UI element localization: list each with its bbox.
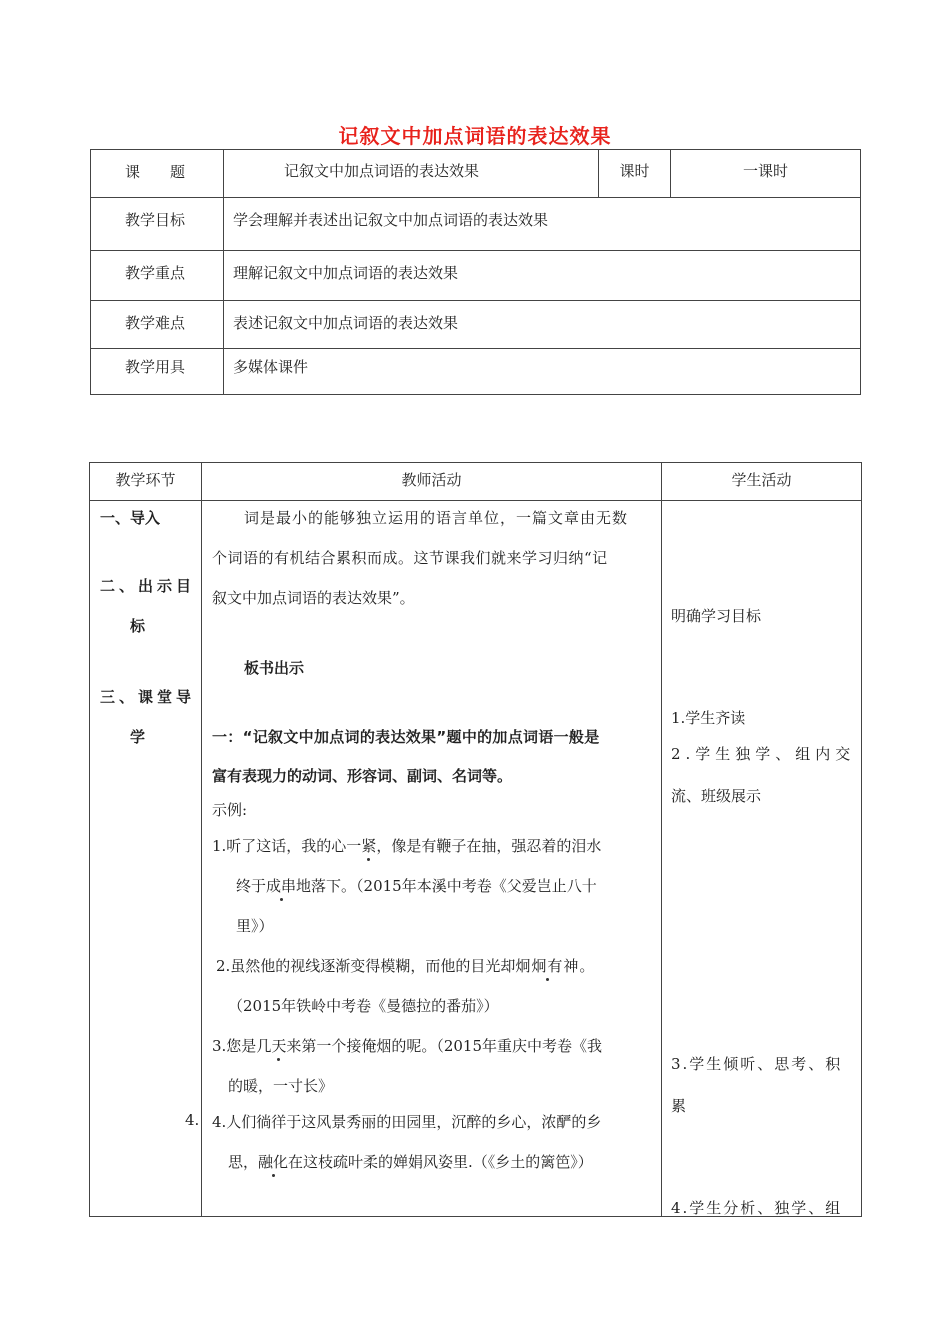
difficulty-value: 表述记叙文中加点词语的表达效果 [224,301,861,349]
header-teacher: 教师活动 [202,463,662,501]
example-2-line-2: （2015年铁岭中考卷《曼德拉的番茄》） [228,997,499,1015]
ex4-emphasis: 融化 [258,1153,289,1171]
topic-value: 记叙文中加点词语的表达效果 [224,150,599,198]
stage-objective-cont: 标 [130,617,146,635]
student-activity-4-cont: 累 [671,1097,687,1115]
ex2-emphasis: 炯炯有神 [515,957,580,975]
page-title: 记叙文中加点词语的表达效果 [338,124,612,148]
intro-line-2: 个词语的有机结合累积而成。这节课我们就来学习归纳“记 [212,549,608,567]
board-heading: 板书出示 [244,659,305,677]
hours-label: 课时 [599,150,671,198]
stage-number-4: 4. [185,1111,200,1129]
example-4-line-1: 4.人们徜徉于这风景秀丽的田园里，沉醉的乡心，浓酽的乡 [212,1113,602,1131]
lesson-info-table [90,149,861,395]
topic-label: 课 题 [91,150,224,198]
ex4-text-a: 思， [228,1153,259,1171]
tools-label: 教学用具 [91,349,224,395]
student-activity-3-cont: 流、班级展示 [671,787,762,805]
goal-value: 学会理解并表述出记叙文中加点词语的表达效果 [224,198,861,251]
info-row-goal [91,198,861,251]
example-3-line-1 [212,1035,602,1056]
lesson-plan-table [89,462,862,1217]
info-row-topic [91,150,861,198]
example-1-line-2 [236,875,597,896]
teacher-column [202,501,662,1217]
plan-body-row [90,501,862,1217]
tools-value: 多媒体课件 [224,349,861,395]
ex2-text-a: 2.虽然他的视线逐渐变得模糊，而他的目光却 [216,957,516,975]
plan-header-row [90,463,862,501]
difficulty-label: 教学难点 [91,301,224,349]
hours-value: 一课时 [671,150,861,198]
info-row-difficulty [91,301,861,349]
stage-intro: 一、导入 [100,509,161,527]
point-one-line-1: 一：“记叙文中加点词的表达效果”题中的加点词语一般是 [212,728,600,746]
student-activity-5: 4.学生分析、独学、组 [671,1199,843,1217]
ex1-l2-emphasis: 成串 [266,877,297,895]
example-1-line-3: 里》） [236,917,274,935]
student-activity-4: 3.学生倾听、思考、积 [671,1055,843,1073]
example-label: 示例: [212,801,248,819]
stage-column [90,501,202,1217]
example-1-line-1 [212,835,601,856]
goal-label: 教学目标 [91,198,224,251]
intro-line-1: 词是最小的能够独立运用的语言单位，一篇文章由无数 [244,509,629,527]
ex3-text-b: 第一个接俺烟的呢。（2015年重庆中考卷《我 [301,1037,603,1055]
key-point-label: 教学重点 [91,251,224,301]
ex1-text-a: 1.听了这话，我的心一 [212,837,362,855]
ex2-text-b: 。 [579,957,595,975]
student-activity-1: 明确学习目标 [671,607,762,625]
stage-guided-study-cont: 学 [130,728,146,746]
stage-objective: 二、出示目 [100,577,196,595]
ex1-emphasis: 紧 [361,837,377,855]
example-4-line-2 [228,1151,593,1172]
ex1-text-b: ，像是有鞭子在抽，强忍着的泪水 [376,837,602,855]
header-stage: 教学环节 [90,463,202,501]
student-activity-2: 1.学生齐读 [671,709,746,727]
ex4-text-b: 在这枝疏叶柔的婵娟风姿里.（《乡土的篱笆》） [288,1153,593,1171]
example-3-line-2: 的暖，一寸长》 [228,1077,334,1095]
ex1-l2-text-b: 地落下。（2015年本溪中考卷《父爱岂止八十 [296,877,597,895]
ex3-emphasis: 几天来 [256,1037,302,1055]
key-point-value: 理解记叙文中加点词语的表达效果 [224,251,861,301]
info-row-key [91,251,861,301]
header-student: 学生活动 [662,463,862,501]
student-activity-3: 2.学生独学、组内交 [671,745,856,763]
point-one-line-2: 富有表现力的动词、形容词、副词、名词等。 [212,767,513,785]
stage-guided-study: 三、课堂导 [100,688,196,706]
ex1-l2-text-a: 终于 [236,877,267,895]
example-2-line-1 [216,955,594,976]
intro-line-3: 叙文中加点词语的表达效果”。 [212,589,415,607]
info-row-tools [91,349,861,395]
student-column [662,501,862,1217]
ex3-text-a: 3.您是 [212,1037,257,1055]
